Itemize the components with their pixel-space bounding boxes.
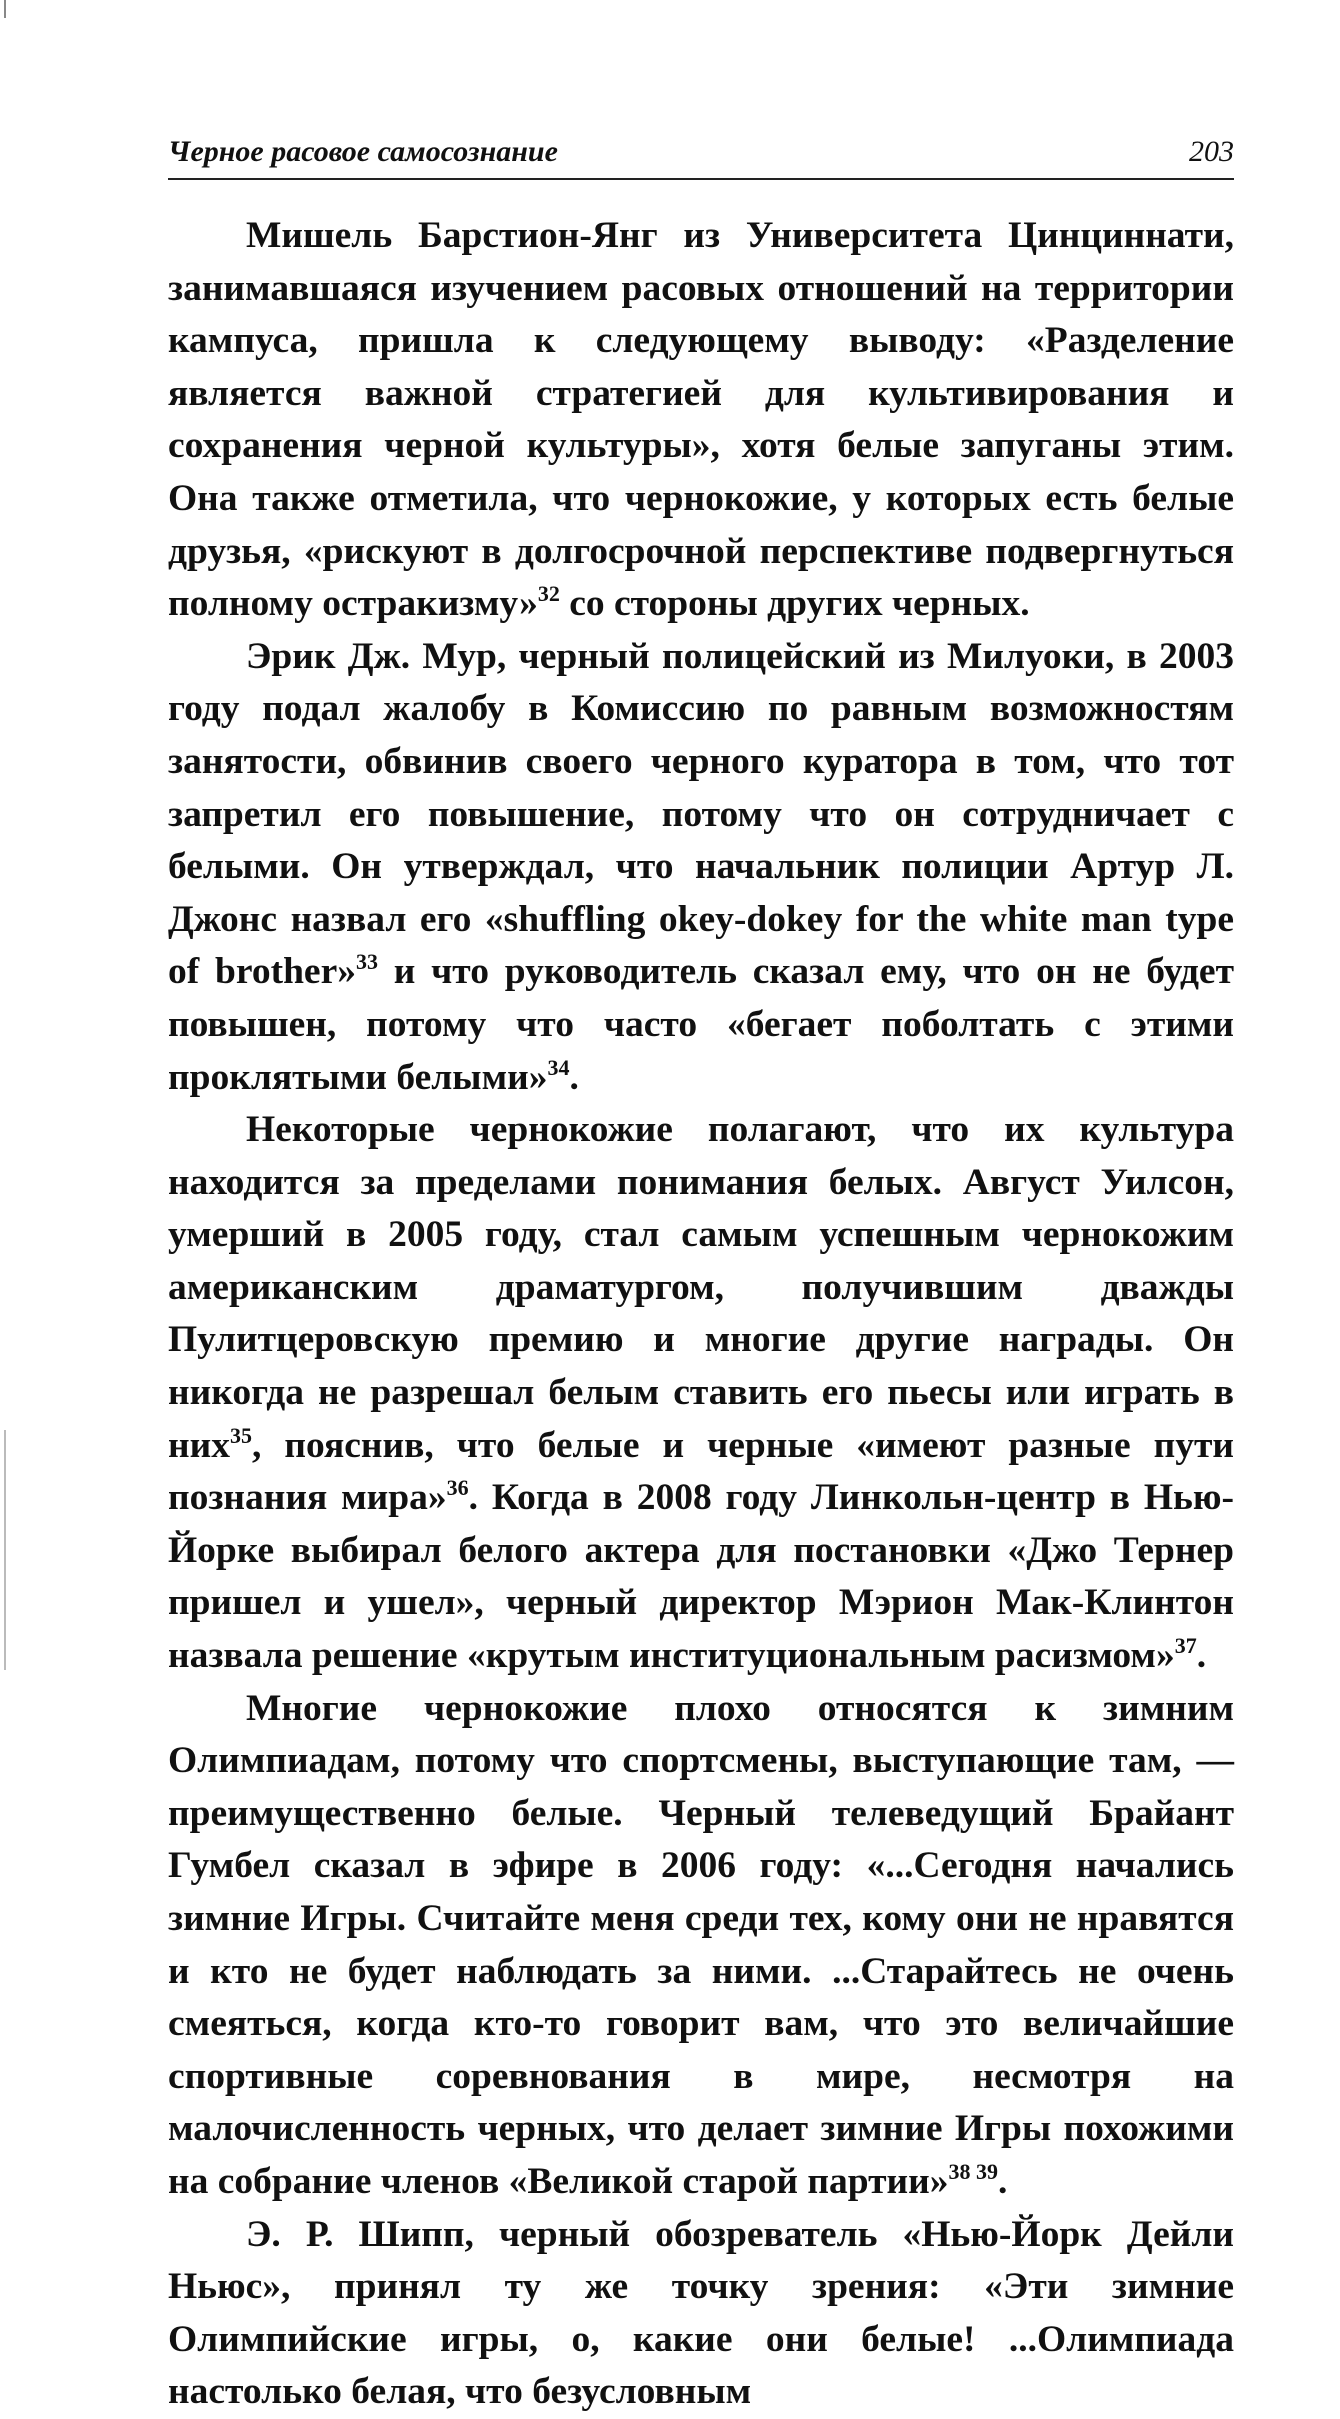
- running-title: Черное расовое самосознание: [168, 135, 558, 168]
- footnote-ref: 33: [355, 949, 378, 975]
- paragraph-text: Эрик Дж. Мур, черный полицейский из Милуоки, в 2003 году подал жалобу в Комиссию по равным возможностям занятости, обвинив своего черного куратора в том, что тот запретил его повышение, потому что он сотрудничает с белыми. Он утверждал, что начальник полиции Артур Л. Джонс назвал его «shuffling okey-dokey for the white man type of brother»: [168, 635, 1234, 993]
- paragraph-text: .: [997, 2160, 1008, 2202]
- paragraph-text: Многие чернокожие плохо относятся к зимним Олимпиадам, потому что спортсмены, выступающие там, — преимущественно белые. Черный телеведущий Брайант Гумбел сказал в эфире в 2006 году: «...Сегодня начались зимние Игры. Считайте меня среди тех, кому они не нравятся и кто не будет наблюдать за ними. ...Старайтесь не очень смеяться, когда кто-то говорит вам, что это величайшие спортивные соревнования в мире, несмотря на малочисленность черных, что делает зимние Игры похожими на собрание членов «Великой старой партии»: [168, 1687, 1234, 2202]
- paragraph-text: Мишель Барстион-Янг из Университета Цинциннати, занимавшаяся изучением расовых отношений на территории кампуса, пришла к следующему выводу: «Разделение является важной стратегией для культивирования и сохранения черной культуры», хотя белые запуганы этим. Она также отметила, что чернокожие, у которых есть белые друзья, «рискуют в долгосрочной перспективе подвергнуться полному остракизму»: [168, 215, 1234, 625]
- scan-edge-mark: [4, 1430, 6, 1670]
- paragraph: [168, 1104, 1234, 1683]
- footnote-ref: 34: [547, 1054, 570, 1080]
- paragraph-text: . Когда в 2008 году Линкольн-центр в Нью-Йорке выбирал белого актера для постановки «Джо Тернер пришел и ушел», черный директор Мэрион Мак-Клинтон назвала решение «крутым институциональным расизмом»: [168, 1477, 1234, 1677]
- footnote-ref: 36: [446, 1475, 469, 1501]
- paragraph-text: со стороны других черных.: [559, 583, 1030, 625]
- paragraph-text: Некоторые чернокожие полагают, что их культура находится за пределами понимания белых. Август Уилсон, умерший в 2005 году, стал самым успешным чернокожим американским драматургом, получившим дважды Пулитцеровскую премию и многие другие награды. Он никогда не разрешал белым ставить его пьесы или играть в них: [168, 1109, 1234, 1466]
- header-rule: [168, 178, 1234, 180]
- paragraph: [168, 1683, 1234, 2209]
- paragraph: [168, 2209, 1234, 2419]
- paragraph-text: , пояснив, что белые и черные «имеют разные пути познания мира»: [168, 1424, 1234, 1519]
- paragraph-text: и что руководитель сказал ему, что он не будет повышен, потому что часто «бегает поболтать с этими проклятыми белыми»: [168, 951, 1234, 1098]
- paragraph-text: Э. Р. Шипп, черный обозреватель «Нью-Йорк Дейли Ньюс», принял ту же точку зрения: «Эти зимние Олимпийские игры, о, какие они белые! ...Олимпиада настолько белая, что безусловным: [168, 2213, 1234, 2413]
- page-number: 203: [1189, 135, 1234, 168]
- footnote-ref: 32: [537, 581, 560, 607]
- footnote-ref: 37: [1174, 1633, 1197, 1659]
- footnote-ref: 35: [229, 1422, 252, 1448]
- scan-edge-mark: [4, 0, 6, 18]
- running-head: [168, 132, 1234, 178]
- paragraph: [168, 210, 1234, 631]
- paragraph-text: .: [1196, 1635, 1207, 1677]
- paragraph-text: .: [569, 1056, 579, 1098]
- footnote-ref: 38 39: [948, 2158, 998, 2184]
- paragraph: [168, 631, 1234, 1104]
- body-text: [168, 210, 1234, 2419]
